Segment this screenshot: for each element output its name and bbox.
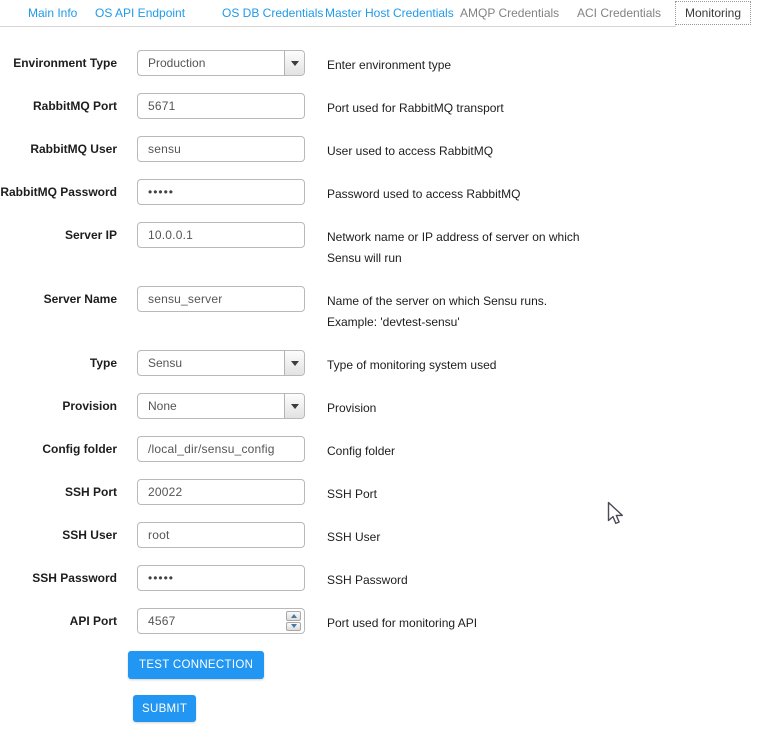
field-help: Network name or IP address of server on which Sensu will run xyxy=(327,230,580,265)
api-port-input[interactable] xyxy=(137,608,305,634)
config-folder-input[interactable] xyxy=(137,436,305,462)
field-help: Port used for RabbitMQ transport xyxy=(327,101,504,115)
field-help: User used to access RabbitMQ xyxy=(327,144,494,158)
tab-os-db-credentials[interactable]: OS DB Credentials xyxy=(222,6,324,20)
field-label: RabbitMQ Password xyxy=(0,185,117,199)
field-help: SSH User xyxy=(327,530,381,544)
tab-monitoring-active[interactable]: Monitoring xyxy=(675,1,751,25)
field-help: Config folder xyxy=(327,444,396,458)
field-label: SSH Password xyxy=(32,571,117,585)
field-label: Provision xyxy=(62,399,117,413)
ssh-password-input[interactable] xyxy=(137,565,305,591)
selected-value: Sensu xyxy=(148,356,183,370)
field-help: Port used for monitoring API xyxy=(327,616,478,630)
selected-value: Production xyxy=(148,56,206,70)
field-label: API Port xyxy=(69,614,117,628)
tab-master-host-credentials[interactable]: Master Host Credentials xyxy=(325,6,454,20)
chevron-down-icon[interactable] xyxy=(284,51,304,75)
field-label: Environment Type xyxy=(13,56,117,70)
form-row-rabbitmq-port xyxy=(0,93,760,119)
field-help: SSH Password xyxy=(327,573,408,587)
provision-select[interactable] xyxy=(137,393,305,419)
field-help: Enter environment type xyxy=(327,58,452,72)
field-label: RabbitMQ Port xyxy=(33,99,117,113)
chevron-down-icon[interactable] xyxy=(284,394,304,418)
form-row-environment-type xyxy=(0,50,760,76)
spinner-up-button[interactable] xyxy=(286,611,301,621)
form-row-server-ip xyxy=(0,222,760,269)
test-connection-button[interactable]: TEST CONNECTION xyxy=(128,651,264,679)
number-spinner xyxy=(286,611,301,631)
field-help: Password used to access RabbitMQ xyxy=(327,187,521,201)
field-help: Name of the server on which Sensu runs. Example: 'devtest-sensu' xyxy=(327,294,548,329)
field-label: RabbitMQ User xyxy=(30,142,117,156)
field-help: Provision xyxy=(327,401,377,415)
form-row-api-port xyxy=(0,608,760,634)
form-row-ssh-user xyxy=(0,522,760,548)
monitoring-type-select[interactable] xyxy=(137,350,305,376)
chevron-down-icon[interactable] xyxy=(284,351,304,375)
rabbitmq-user-input[interactable] xyxy=(137,136,305,162)
form-row-provision xyxy=(0,393,760,419)
field-label: SSH User xyxy=(62,528,117,542)
spinner-down-button[interactable] xyxy=(286,622,301,632)
field-label: Server Name xyxy=(43,292,117,306)
field-help: Type of monitoring system used xyxy=(327,358,497,372)
form-row-server-name xyxy=(0,286,760,333)
form-row-ssh-password xyxy=(0,565,760,591)
field-label: Type xyxy=(89,356,117,370)
ssh-port-input[interactable] xyxy=(137,479,305,505)
settings-tab-bar xyxy=(0,0,760,27)
field-label: Server IP xyxy=(64,228,117,242)
arrow-up-icon xyxy=(291,614,297,618)
form-row-type xyxy=(0,350,760,376)
form-row-rabbitmq-password xyxy=(0,179,760,205)
field-help: SSH Port xyxy=(327,487,378,501)
rabbitmq-password-input[interactable] xyxy=(137,179,305,205)
form-row-rabbitmq-user xyxy=(0,136,760,162)
monitoring-form xyxy=(0,27,760,722)
selected-value: None xyxy=(148,399,177,413)
form-row-ssh-port xyxy=(0,479,760,505)
server-ip-input[interactable] xyxy=(137,222,305,248)
arrow-down-icon xyxy=(291,624,297,628)
submit-button[interactable]: SUBMIT xyxy=(133,695,196,722)
field-label: SSH Port xyxy=(64,485,117,499)
ssh-user-input[interactable] xyxy=(137,522,305,548)
tab-os-api-endpoint[interactable]: OS API Endpoint xyxy=(95,6,186,20)
rabbitmq-port-input[interactable] xyxy=(137,93,305,119)
tab-main-info[interactable]: Main Info xyxy=(28,6,78,20)
tab-aci-credentials: ACI Credentials xyxy=(577,6,662,20)
environment-type-select[interactable] xyxy=(137,50,305,76)
server-name-input[interactable] xyxy=(137,286,305,312)
form-row-config-folder xyxy=(0,436,760,462)
tab-bar-divider xyxy=(0,26,676,27)
tab-amqp-credentials: AMQP Credentials xyxy=(460,6,560,20)
field-label: Config folder xyxy=(42,442,117,456)
